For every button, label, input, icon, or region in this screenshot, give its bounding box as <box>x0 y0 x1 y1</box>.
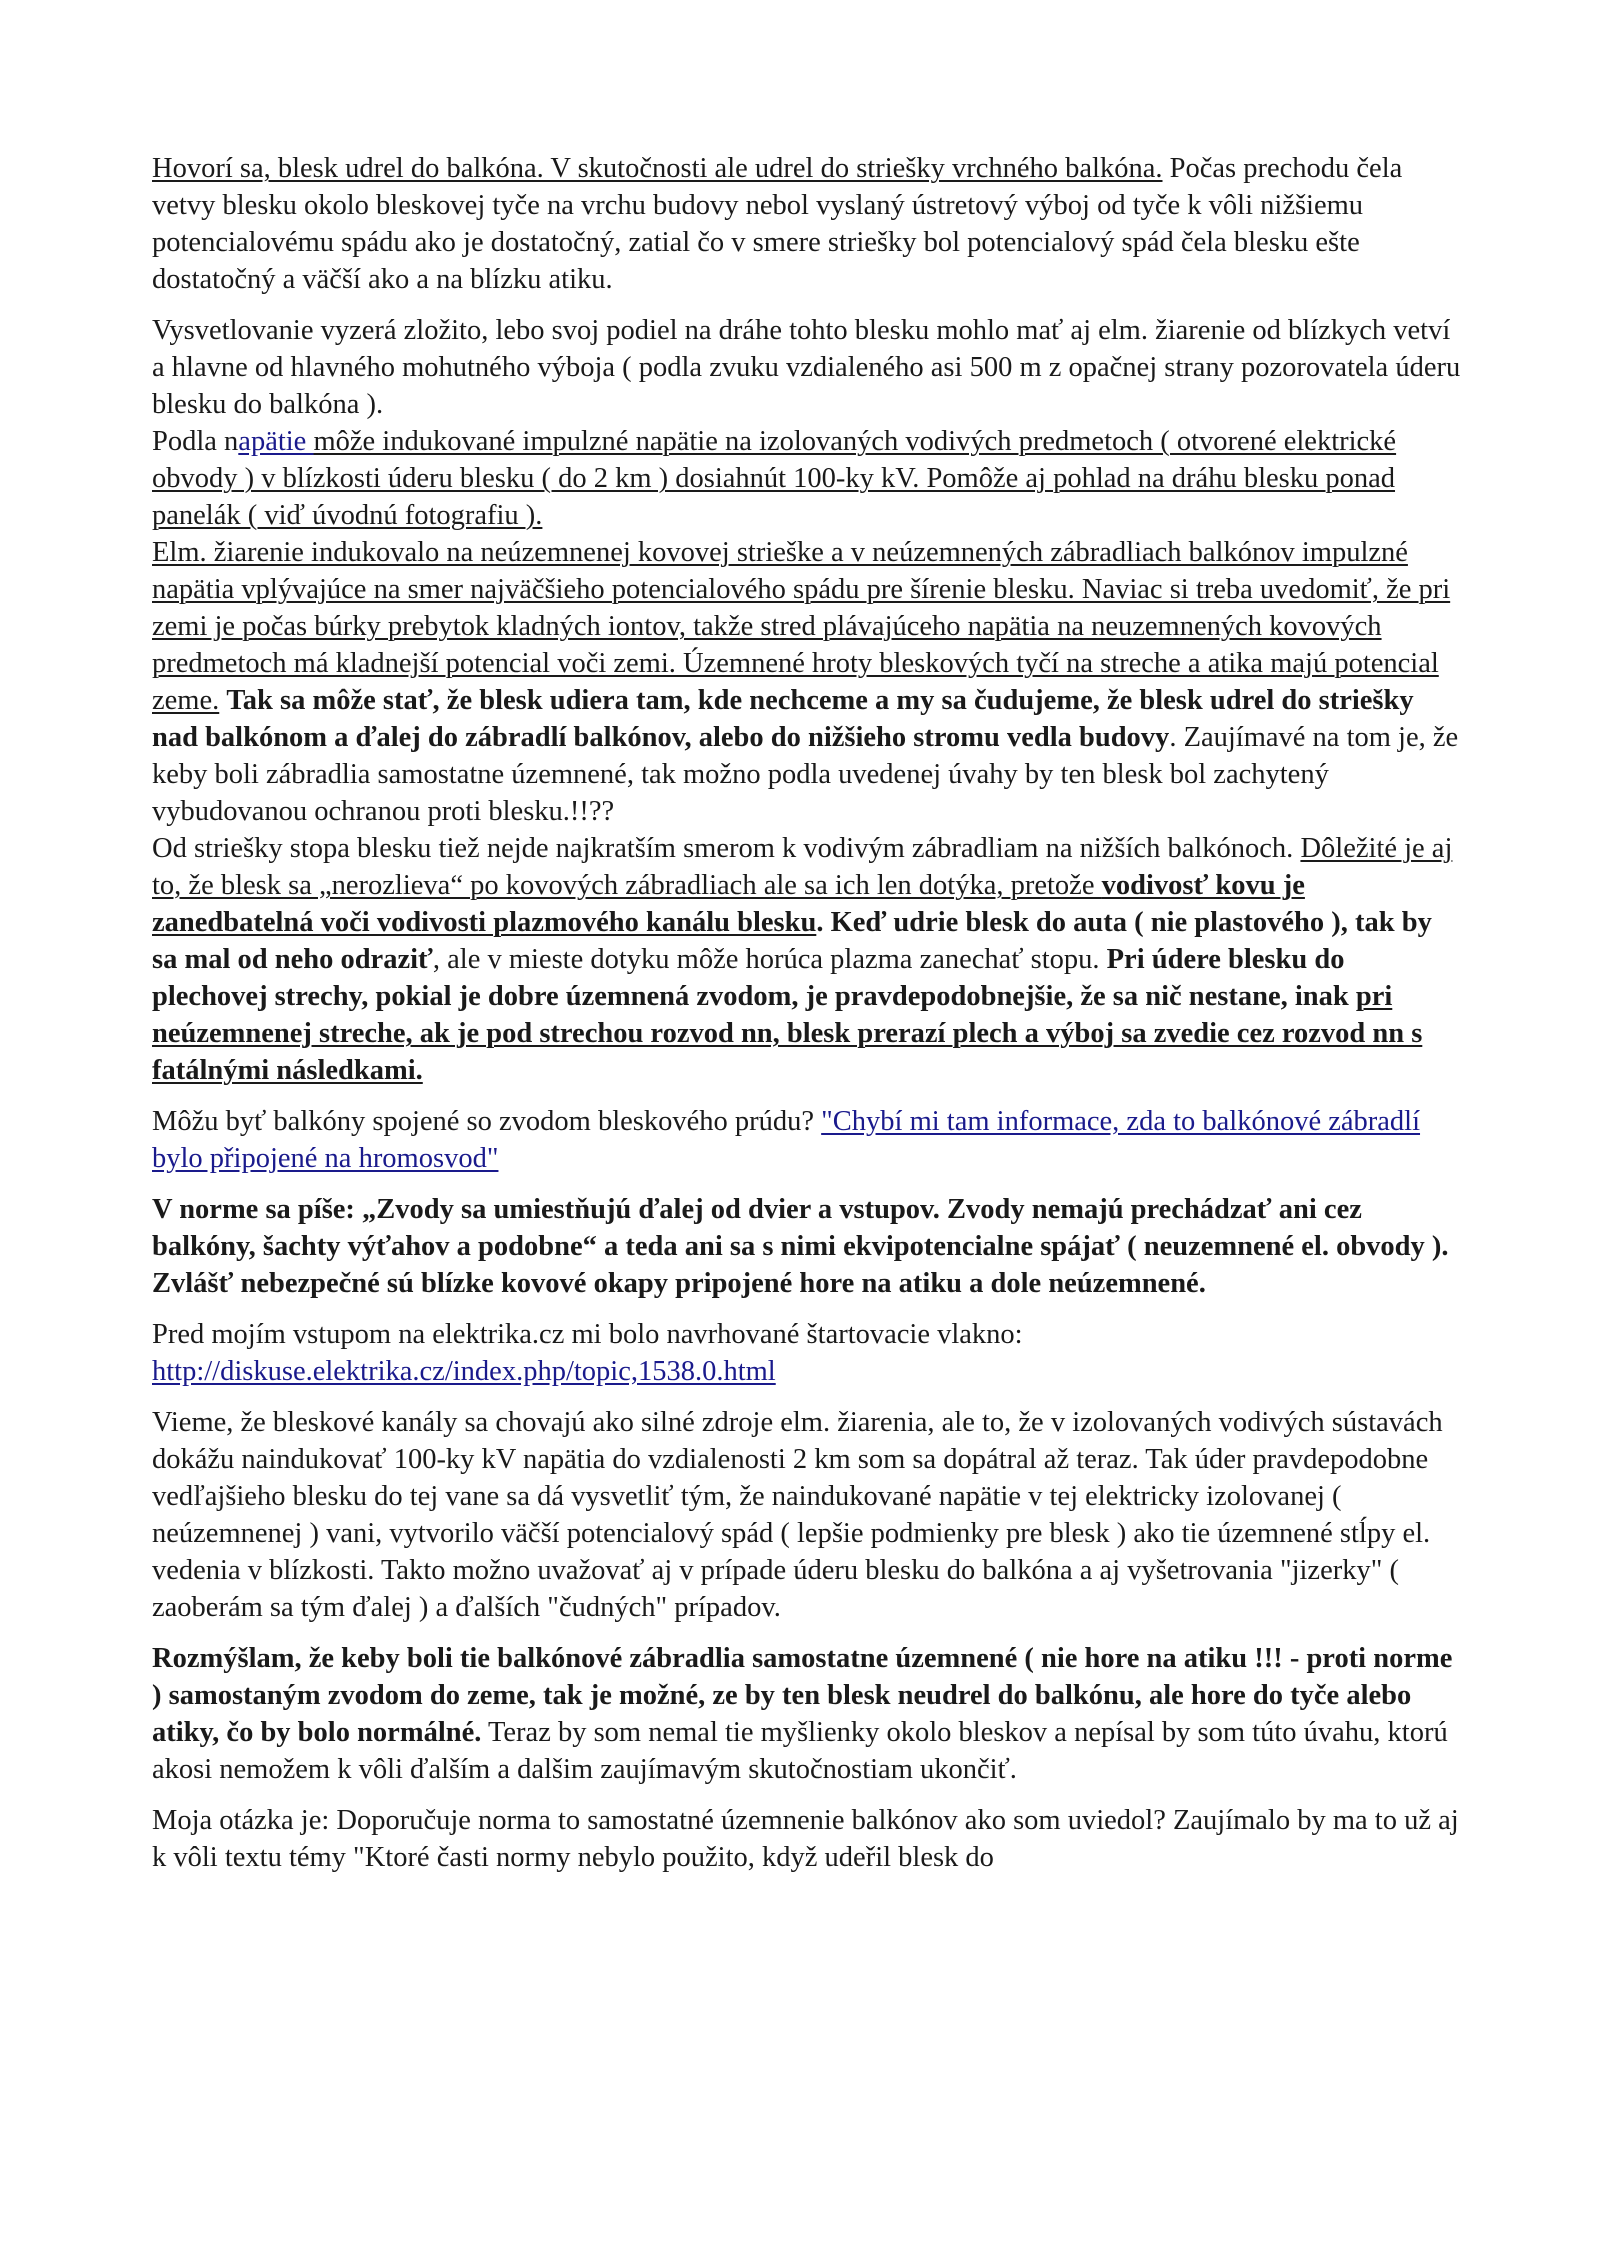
quote-link[interactable]: "Chybí mi tam informace, zda to balkónové zábradlí bylo připojené na hromosvod" <box>152 1106 1421 1174</box>
napatie-link[interactable]: apätie <box>238 426 314 457</box>
underlined-text: Dôležité je aj to, že blesk sa „nerozlieva“ po kovových zábradliach ale sa ich len dotýka, pretože <box>152 833 1453 901</box>
text: . Zaujímavé na tom je, že keby boli zábradlia samostatne územnené, tak možno podla uvedenej úvahy by ten blesk bol zachytený vybudovanou ochranou proti blesku.!!?? <box>152 722 1459 827</box>
bold-text: . Keď udrie blesk do auta ( nie plastového ), tak by sa mal od neho odraziť <box>152 907 1432 975</box>
document-page <box>152 150 1462 1876</box>
paragraph-5 <box>152 1316 1462 1390</box>
underlined-text: Elm. žiarenie indukovalo na neúzemnenej kovovej strieške a v neúzemnených zábradliach balkónov impulzné napätia vplývajúce na smer najväčšieho potencialového spádu pre šírenie blesku. Naviac si treba uvedomiť, že pri zemi je počas búrky prebytok kladných iontov, takže stred plávajúceho napätia na neuzemnených kovových predmetoch má kladnejší potencial voči zemi. Územnené hroty bleskových tyčí na streche a atika majú potencial zeme. <box>152 537 1451 716</box>
paragraph-7 <box>152 1640 1462 1788</box>
underlined-text: Hovorí sa, blesk udrel do balkóna. V skutočnosti ale udrel do striešky vrchného balkóna. <box>152 153 1163 184</box>
paragraph-4: V norme sa píše: „Zvody sa umiestňujú ďalej od dvier a vstupov. Zvody nemajú prechádzať ani cez balkóny, šachty výťahov a podobne“ a teda ani sa s nimi ekvipotencialne spájať ( neuzemnené el. obvody ). Zvlášť nebezpečné sú blízke kovové okapy pripojené hore na atiku a dole neúzemnené. <box>152 1194 1449 1299</box>
bold-underlined-text: vodivosť kovu je zanedbatelná voči vodivosti plazmového kanálu blesku <box>152 870 1305 938</box>
paragraph-3 <box>152 1103 1462 1177</box>
paragraph-6: Vieme, že bleskové kanály sa chovajú ako silné zdroje elm. žiarenia, ale to, že v izolovaných vodivých sústavách dokážu naindukovať 100-ky kV napätia do vzdialenosti 2 km som sa dopátral až teraz. Tak úder pravdepodobne vedľajšieho blesku do tej vane sa dá vysvetliť tým, že naindukované napätie v tej elektricky izolovanej ( neúzemnenej ) vani, vytvorilo väčší potencialový spád ( lepšie podmienky pre blesk ) ako tie územnené stĺpy el. vedenia v blízkosti. Takto možno uvažovať aj v prípade úderu blesku do balkóna a aj vyšetrovania "jizerky" ( zaoberám sa tým ďalej ) a ďalších "čudných" prípadov. <box>152 1407 1443 1623</box>
paragraph-2 <box>152 312 1462 1089</box>
text: , ale v mieste dotyku môže horúca plazma zanechať stopu. <box>432 944 1107 975</box>
bold-text: Tak sa môže stať, že blesk udiera tam, kde nechceme a my sa čudujeme, že blesk udrel do striešky nad balkónom a ďalej do zábradlí balkónov, alebo do nižšieho stromu vedla budovy <box>152 685 1414 753</box>
text: Od striešky stopa blesku tiež nejde najkratším smerom k vodivým zábradliam na nižších balkónoch. <box>152 833 1301 864</box>
text: Môžu byť balkóny spojené so zvodom bleskového prúdu? <box>152 1106 822 1137</box>
text: Vysvetlovanie vyzerá zložito, lebo svoj podiel na dráhe tohto blesku mohlo mať aj elm. žiarenie od blízkych vetví a hlavne od hlavného mohutného výboja ( podla zvuku vzdialeného asi 500 m z opačnej strany pozorovatela úderu blesku do balkóna ). <box>152 315 1461 420</box>
paragraph-8: Moja otázka je: Doporučuje norma to samostatné územnenie balkónov ako som uviedol? Zaujímalo by ma to už aj k vôli textu témy "Ktoré časti normy nebylo použito, když udeřil blesk do <box>152 1805 1459 1873</box>
text: Podla n <box>152 426 239 457</box>
forum-url-link[interactable]: http://diskuse.elektrika.cz/index.php/topic,1538.0.html <box>152 1356 776 1387</box>
text: Teraz by som nemal tie myšlienky okolo bleskov a nepísal by som túto úvahu, ktorú akosi nemožem k vôli ďalším a dalšim zaujímavým skutočnostiam ukončiť. <box>152 1717 1448 1785</box>
underlined-text: môže indukované impulzné napätie na izolovaných vodivých predmetoch ( otvorené elektrické obvody ) v blízkosti úderu blesku ( do 2 km ) dosiahnút 100-ky kV. Pomôže aj pohlad na dráhu blesku ponad panelák ( viď úvodnú fotografiu ). <box>152 426 1397 531</box>
text: Počas prechodu čela vetvy blesku okolo bleskovej tyče na vrchu budovy nebol vyslaný ústretový výboj od tyče k vôli nižšiemu potencialovému spádu ako je dostatočný, zatial čo v smere striešky bol potencialový spád čela blesku ešte dostatočný a väčší ako a na blízku atiku. <box>152 153 1403 295</box>
bold-underlined-text: pri neúzemnenej streche, ak je pod strechou rozvod nn, blesk prerazí plech a výboj sa zvedie cez rozvod nn s fatálnými následkami. <box>152 981 1423 1086</box>
bold-text: Rozmýšlam, že keby boli tie balkónové zábradlia samostatne územnené ( nie hore na atiku !!! - proti norme ) samostaným zvodom do zeme, tak je možné, ze by ten blesk neudrel do balkónu, ale hore do tyče alebo atiky, čo by bolo normálné. <box>152 1643 1453 1748</box>
bold-text: Pri údere blesku do plechovej strechy, pokial je dobre územnená zvodom, je pravdepodobnejšie, že sa nič nestane, inak <box>152 944 1356 1012</box>
text: Pred mojím vstupom na elektrika.cz mi bolo navrhované štartovacie vlakno: <box>152 1319 1023 1350</box>
paragraph-1 <box>152 150 1462 298</box>
